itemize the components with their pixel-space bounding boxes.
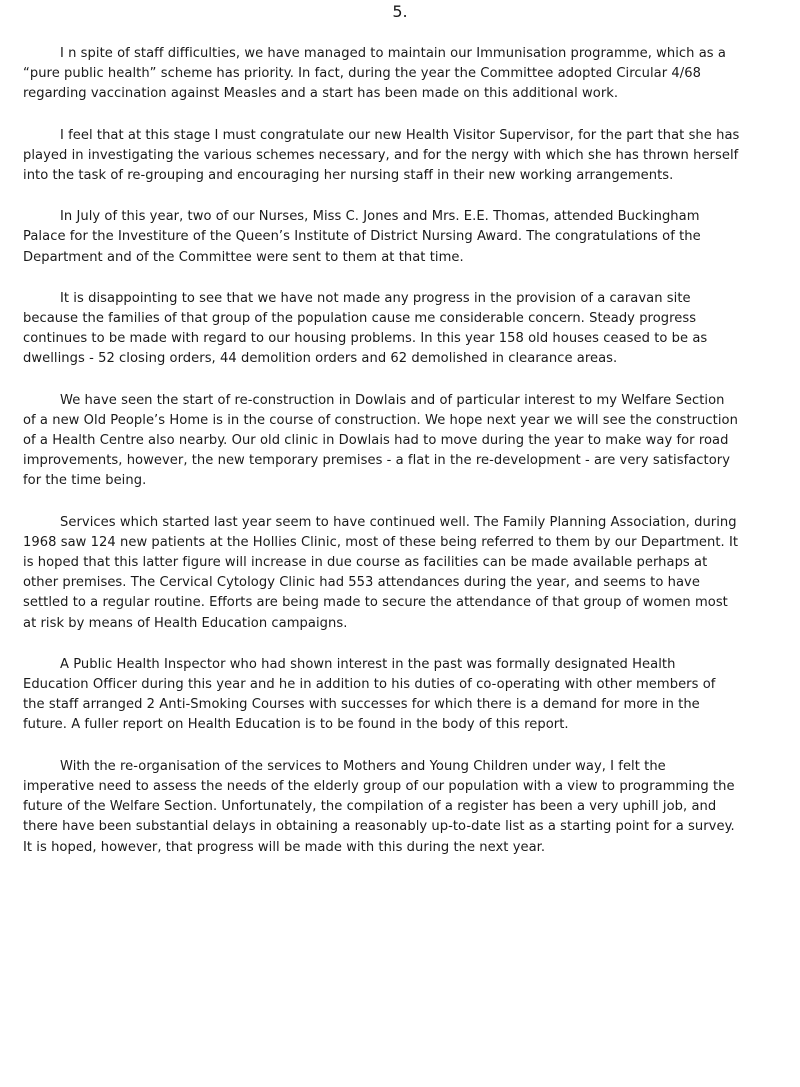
paragraph-dowlais-reconstruction: We have seen the start of re-construction in Dowlais and of particular interest to my Welfare Section of a new Old People’s Home is in the course of construction. We hope next year we will see the construction of a Health Centre also nearby. Our old clinic in Dowlais had to move during the year to make way for road improvements, however, the new temporary premises - a flat in the re-development - are very satisfactory for the time being. xyxy=(23,392,738,489)
paragraph-caravan-housing: It is disappointing to see that we have not made any progress in the provision of a caravan site because the families of that group of the population cause me considerable concern. Steady progress continues to be made with regard to our housing problems. In this year 158 old houses ceased to be as dwellings - 52 closing orders, 44 demolition orders and 62 demolished in clearance areas. xyxy=(23,290,708,367)
page-number: 5. xyxy=(392,2,408,21)
paragraph-health-education: A Public Health Inspector who had shown interest in the past was formally designated Health Education Officer during this year and he in addition to his duties of co-operating with other members of the staff arranged 2 Anti-Smoking Courses with successes for which there is a demand for more in the future. A fuller report on Health Education is to be found in the body of this report. xyxy=(23,656,716,733)
paragraph-family-planning: Services which started last year seem to have continued well. The Family Planning Association, during 1968 saw 124 new patients at the Hollies Clinic, most of these being referred to them by our Department. It is hoped that this latter figure will increase in due course as facilities can be made available perhaps at other premises. The Cervical Cytology Clinic had 553 attendances during the year, and seems to have settled to a regular routine. Efforts are being made to secure the attendance of that group of women most at risk by means of Health Education campaigns. xyxy=(23,514,739,631)
paragraph-health-visitor-supervisor: I feel that at this stage I must congratulate our new Health Visitor Supervisor, for the part that she has played in investigating the various schemes necessary, and for the nergy with which she has thrown herself into the task of re-grouping and encouraging her nursing staff in their new working arrangements. xyxy=(23,127,740,184)
paragraph-immunisation: I n spite of staff difficulties, we have managed to maintain our Immunisation programme, which as a “pure public health” scheme has priority. In fact, during the year the Committee adopted Circular 4/68 regarding vaccination against Measles and a start has been made on this additional work. xyxy=(23,46,726,102)
paragraph-investiture: In July of this year, two of our Nurses, Miss C. Jones and Mrs. E.E. Thomas, attended Buckingham Palace for the Investiture of the Queen’s Institute of District Nursing Award. The congratulations of the Department and of the Committee were sent to them at that time. xyxy=(23,209,701,265)
report-body xyxy=(23,44,741,879)
paragraph-elderly-register: With the re-organisation of the services to Mothers and Young Children under way, I felt the imperative need to assess the needs of the elderly group of our population with a view to programming the future of the Welfare Section. Unfortunately, the compilation of a register has been a very uphill job, and there have been substantial delays in obtaining a reasonably up-to-date list as a starting point for a survey. It is hoped, however, that progress will be made with this during the next year. xyxy=(23,758,735,855)
